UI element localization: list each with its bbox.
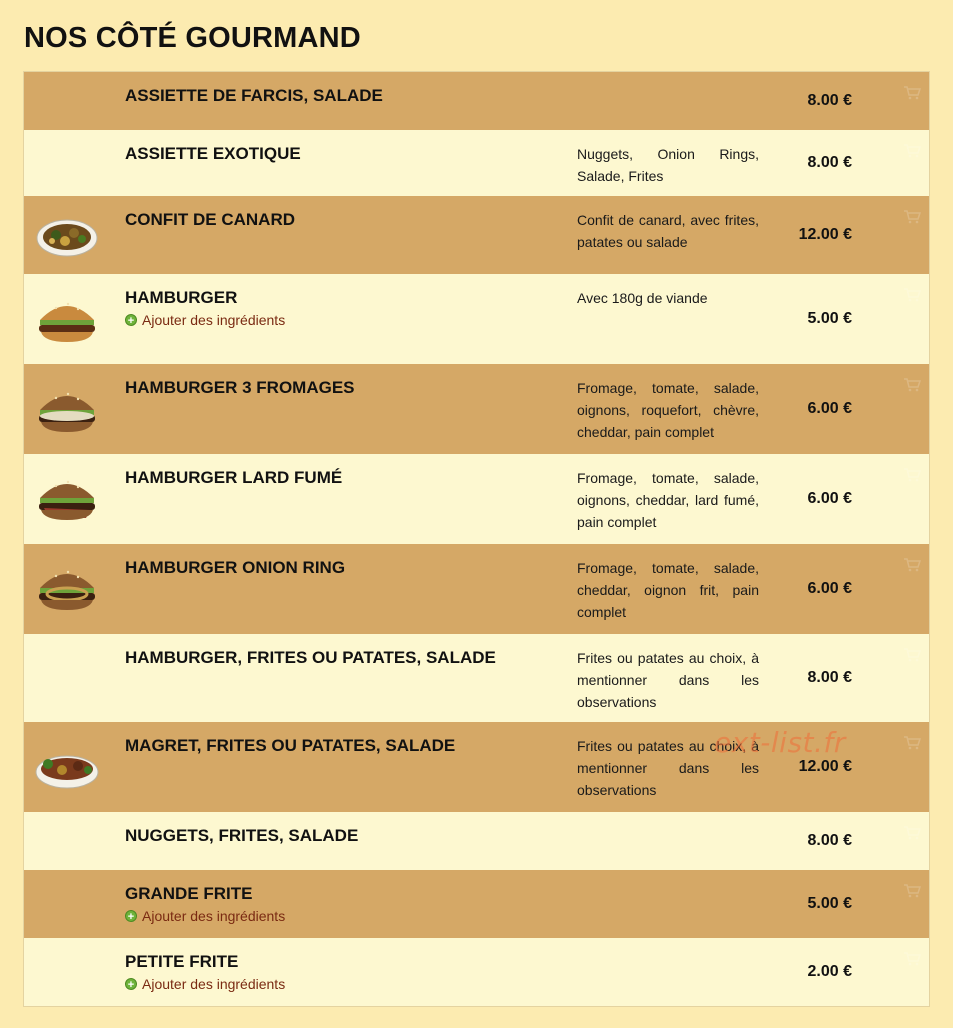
cart-icon[interactable]	[903, 210, 921, 224]
menu-item-row	[24, 870, 929, 938]
item-name: HAMBURGER LARD FUMÉ	[125, 468, 343, 487]
menu-item-row	[24, 364, 929, 454]
menu-item-row	[24, 274, 929, 364]
item-description: Confit de canard, avec frites, patates ou salade	[577, 212, 759, 250]
cart-icon[interactable]	[903, 558, 921, 572]
plus-circle-icon: +	[125, 314, 137, 326]
add-ingredients-label: Ajouter des ingrédients	[142, 312, 286, 328]
food-image	[34, 290, 100, 346]
menu-item-row	[24, 544, 929, 634]
cart-icon[interactable]	[903, 86, 921, 100]
item-name: GRANDE FRITE	[125, 884, 253, 903]
menu-item-row	[24, 454, 929, 544]
item-name: ASSIETTE EXOTIQUE	[125, 144, 301, 163]
item-description: Frites ou patates au choix, à mentionner dans les observations	[577, 650, 759, 710]
menu-item-row	[24, 72, 929, 130]
item-description: Fromage, tomate, salade, oignons, cheddar, lard fumé, pain complet	[577, 470, 759, 530]
item-price: 6.00 €	[807, 580, 852, 597]
item-price: 5.00 €	[807, 310, 852, 327]
add-ingredients-link[interactable]	[125, 312, 285, 328]
add-ingredients-label: Ajouter des ingrédients	[142, 908, 286, 924]
page-title: NOS CÔTÉ GOURMAND	[24, 22, 361, 54]
item-price: 5.00 €	[807, 895, 852, 912]
item-description: Fromage, tomate, salade, cheddar, oignon frit, pain complet	[577, 560, 759, 620]
plus-circle-icon: +	[125, 978, 137, 990]
menu-item-row	[24, 722, 929, 812]
item-description: Nuggets, Onion Rings, Salade, Frites	[577, 146, 759, 184]
food-image	[34, 208, 100, 264]
add-ingredients-link[interactable]	[125, 908, 285, 924]
item-price: 6.00 €	[807, 400, 852, 417]
plus-circle-icon: +	[125, 910, 137, 922]
food-image	[34, 740, 100, 796]
menu-item-row	[24, 130, 929, 196]
item-name: CONFIT DE CANARD	[125, 210, 295, 229]
menu-item-row	[24, 812, 929, 870]
item-price: 12.00 €	[798, 226, 852, 243]
menu-table	[23, 71, 930, 1007]
item-description: Fromage, tomate, salade, oignons, roquefort, chèvre, cheddar, pain complet	[577, 380, 759, 440]
add-ingredients-label: Ajouter des ingrédients	[142, 976, 286, 992]
item-price: 2.00 €	[807, 963, 852, 980]
cart-icon[interactable]	[903, 378, 921, 392]
item-name: PETITE FRITE	[125, 952, 239, 971]
item-price: 8.00 €	[807, 832, 852, 849]
item-name: HAMBURGER, FRITES OU PATATES, SALADE	[125, 648, 496, 667]
cart-icon[interactable]	[903, 736, 921, 750]
item-price: 6.00 €	[807, 490, 852, 507]
item-name: NUGGETS, FRITES, SALADE	[125, 826, 359, 845]
item-description: Frites ou patates au choix, à mentionner dans les observations	[577, 738, 759, 798]
food-image	[34, 468, 100, 524]
item-price: 8.00 €	[807, 154, 852, 171]
cart-icon[interactable]	[903, 884, 921, 898]
menu-item-row	[24, 634, 929, 722]
food-image	[34, 380, 100, 436]
menu-item-row	[24, 938, 929, 1006]
menu-item-row	[24, 196, 929, 274]
cart-icon[interactable]	[903, 826, 921, 840]
cart-icon[interactable]	[903, 468, 921, 482]
item-name: MAGRET, FRITES OU PATATES, SALADE	[125, 736, 456, 755]
item-price: 8.00 €	[807, 92, 852, 109]
item-price: 12.00 €	[798, 758, 852, 775]
item-name: HAMBURGER	[125, 288, 238, 307]
item-description: Avec 180g de viande	[577, 290, 708, 306]
cart-icon[interactable]	[903, 144, 921, 158]
item-name: HAMBURGER ONION RING	[125, 558, 346, 577]
food-image	[34, 558, 100, 614]
cart-icon[interactable]	[903, 952, 921, 966]
cart-icon[interactable]	[903, 288, 921, 302]
item-price: 8.00 €	[807, 669, 852, 686]
watermark: ext-list.fr	[714, 726, 846, 759]
item-name: ASSIETTE DE FARCIS, SALADE	[125, 86, 383, 105]
cart-icon[interactable]	[903, 648, 921, 662]
item-name: HAMBURGER 3 FROMAGES	[125, 378, 355, 397]
add-ingredients-link[interactable]	[125, 976, 285, 992]
